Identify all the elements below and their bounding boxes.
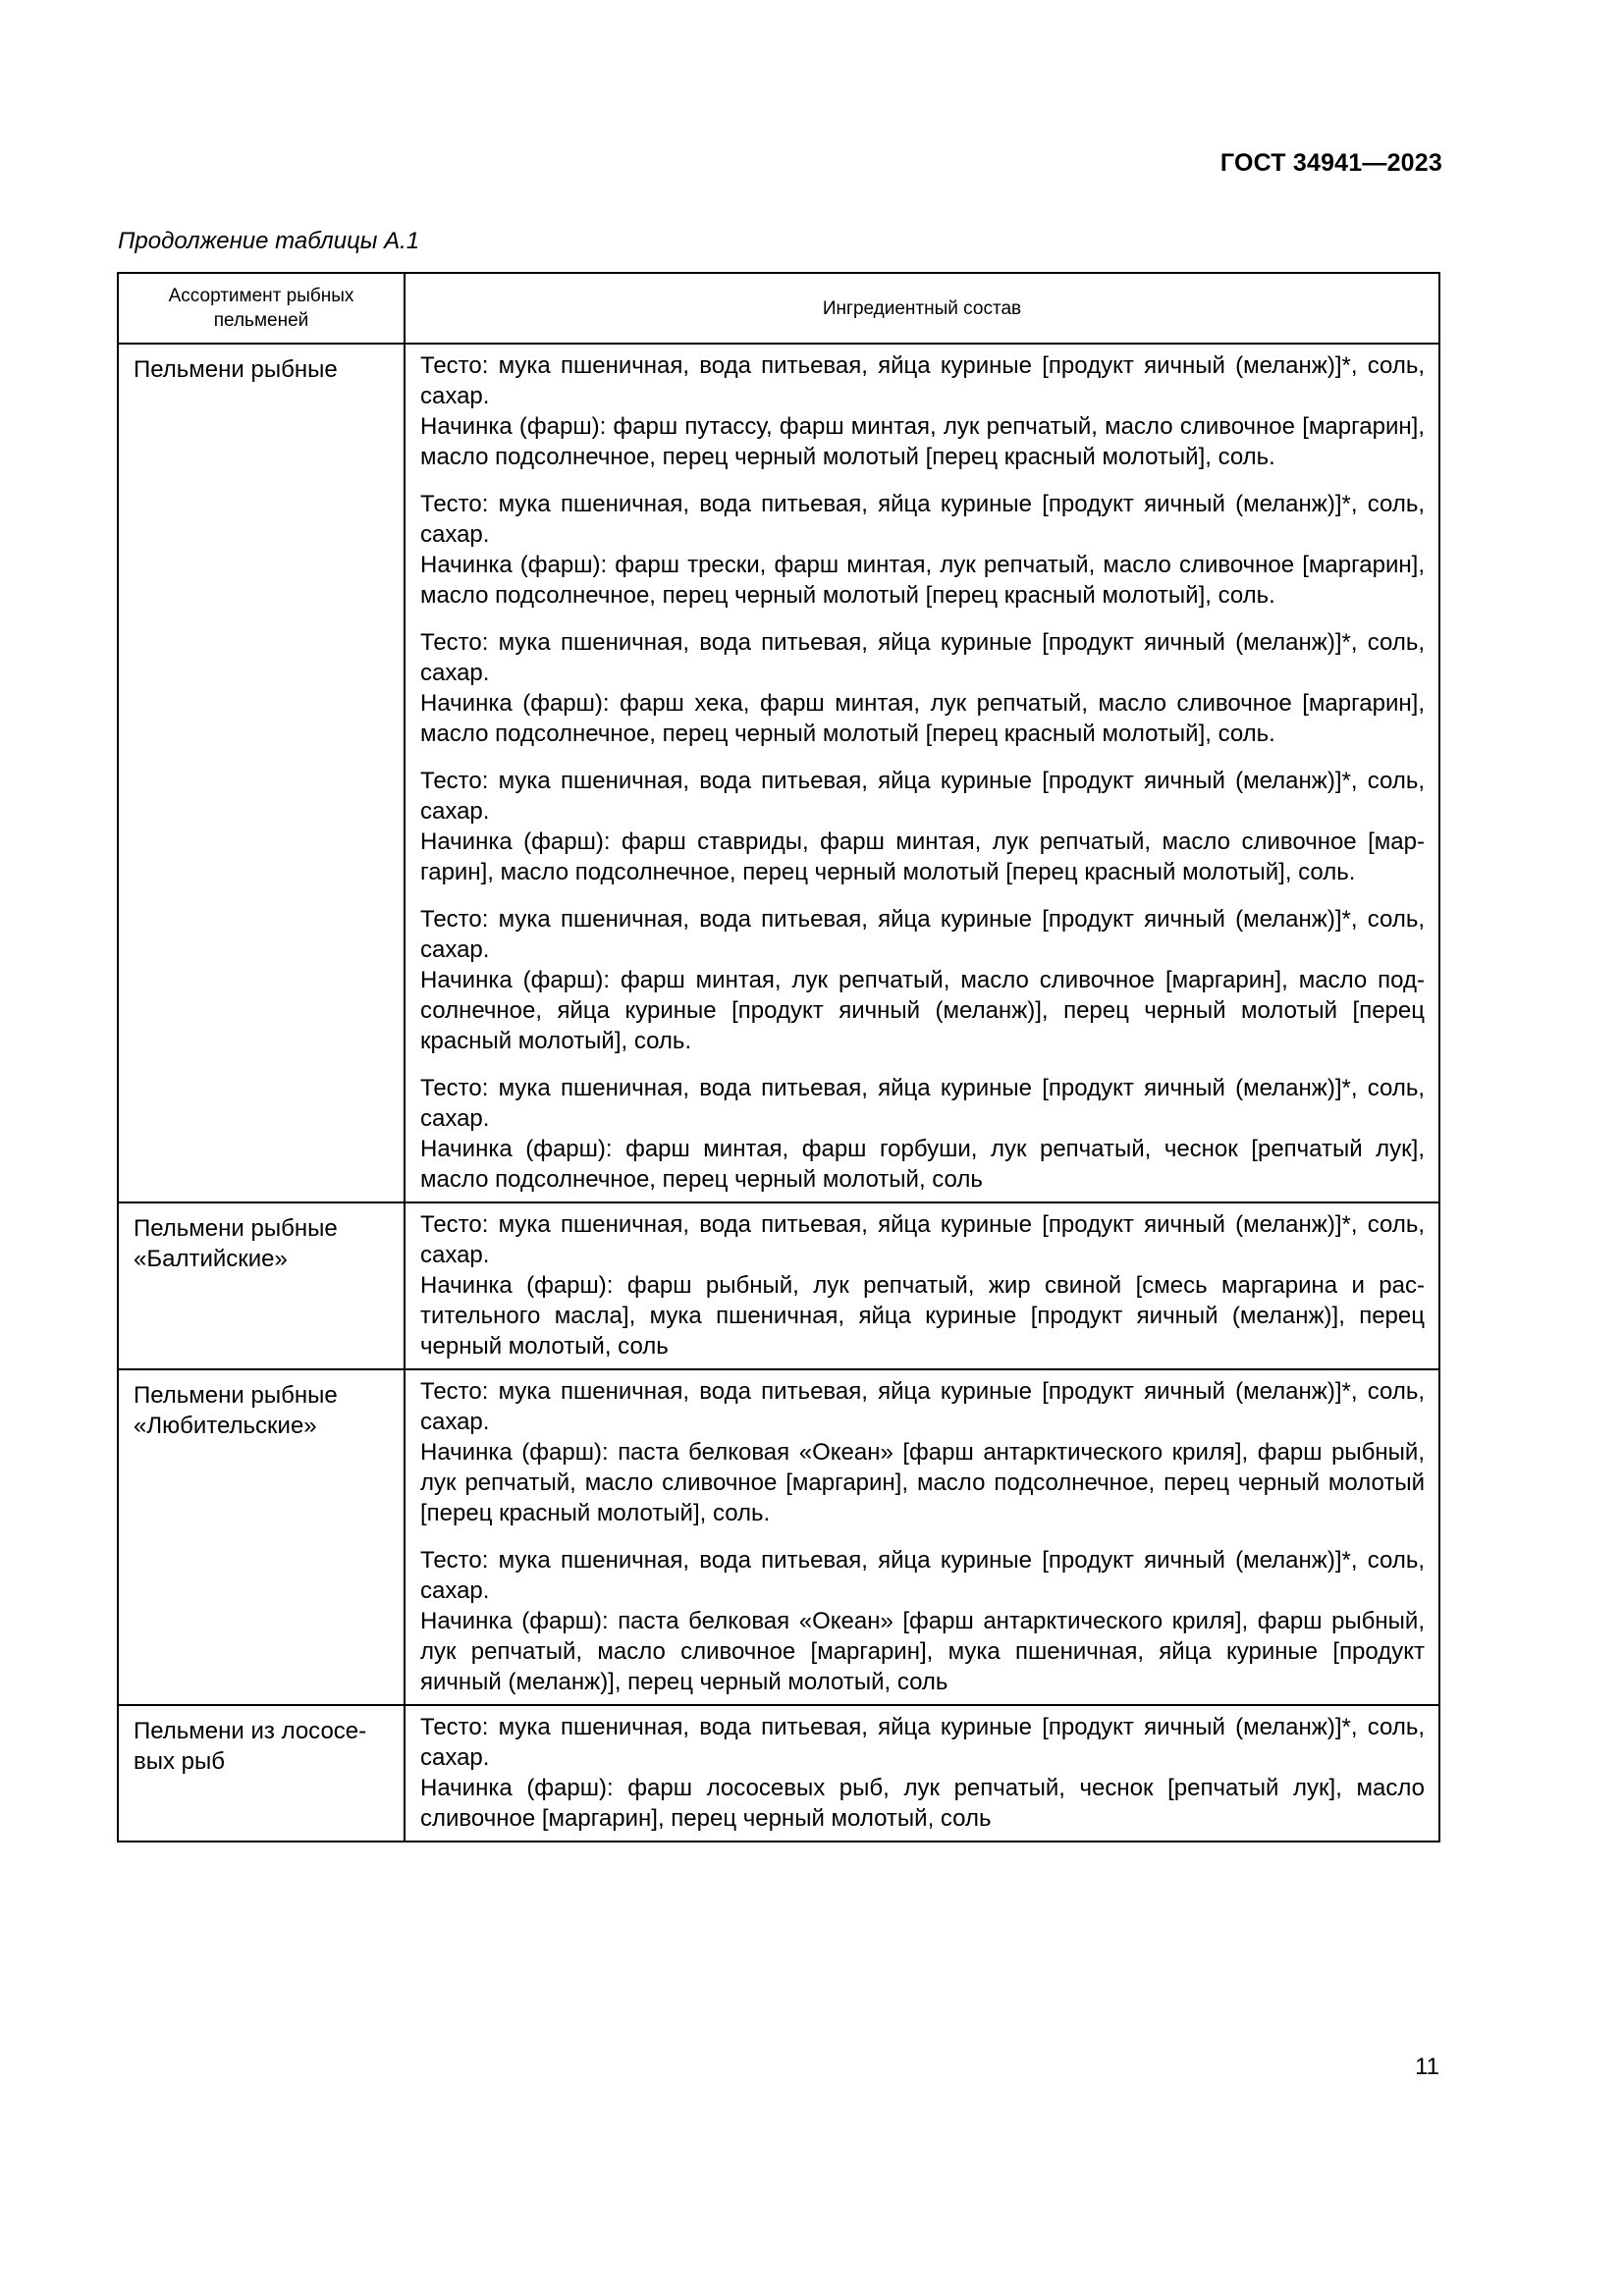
composition-cell xyxy=(405,1705,1439,1842)
dough-text: Тесто: мука пшеничная, вода питьевая, яйца куриные [продукт яичный (меланж)]*, соль, сахар. xyxy=(420,352,1425,409)
filling-text: Начинка (фарш): фарш путассу, фарш минтая, лук репчатый, масло сливочное [маргарин], масло подсолнечное, перец черный молотый [перец красный молотый], соль. xyxy=(420,413,1425,470)
column-header-assortment: Ассортимент рыбных пельменей xyxy=(118,273,405,344)
composition-entry xyxy=(420,489,1425,611)
composition-cell xyxy=(405,344,1439,1202)
table-header-row xyxy=(118,273,1439,344)
composition-entry xyxy=(420,350,1425,472)
composition-entry xyxy=(420,1712,1425,1834)
ingredients-table xyxy=(117,272,1440,1842)
column-header-composition: Ингредиентный состав xyxy=(405,273,1439,344)
composition-entry xyxy=(420,627,1425,749)
dough-text: Тесто: мука пшеничная, вода питьевая, яйца куриные [продукт яичный (меланж)]*, соль, сахар. xyxy=(420,629,1425,686)
composition-cell xyxy=(405,1369,1439,1705)
page-number: 11 xyxy=(1415,2054,1439,2080)
filling-text: Начинка (фарш): фарш минтая, лук репчатый, масло сливочное [маргарин], масло подсолнечное, яйца куриные [продукт яичный (меланж)], перец черный молотый [перец красный молотый], соль. xyxy=(420,967,1425,1054)
filling-text: Начинка (фарш): фарш рыбный, лук репчатый, жир свиной [смесь маргарина и растительного масла], мука пшеничная, яйца куриные [продукт яичный (меланж)], перец черный молотый, соль xyxy=(420,1272,1425,1360)
composition-entry xyxy=(420,904,1425,1056)
filling-text: Начинка (фарш): фарш лососевых рыб, лук репчатый, чеснок [репчатый лук], масло сливочное [маргарин], перец черный молотый, соль xyxy=(420,1775,1425,1832)
filling-text: Начинка (фарш): фарш ставриды, фарш минтая, лук репчатый, масло сливочное [маргарин], масло подсолнечное, перец черный молотый [перец красный молотый], соль. xyxy=(420,828,1425,885)
product-name: Пельмени из лососевых рыб xyxy=(118,1705,405,1842)
filling-text: Начинка (фарш): фарш хека, фарш минтая, лук репчатый, масло сливочное [маргарин], масло подсолнечное, перец черный молотый [перец красный молотый], соль. xyxy=(420,690,1425,747)
filling-text: Начинка (фарш): фарш трески, фарш минтая, лук репчатый, масло сливочное [маргарин], масло подсолнечное, перец черный молотый [перец красный молотый], соль. xyxy=(420,552,1425,609)
table-row xyxy=(118,1369,1439,1705)
table-row xyxy=(118,344,1439,1202)
dough-text: Тесто: мука пшеничная, вода питьевая, яйца куриные [продукт яичный (меланж)]*, соль, сахар. xyxy=(420,1547,1425,1604)
dough-text: Тесто: мука пшеничная, вода питьевая, яйца куриные [продукт яичный (меланж)]*, соль, сахар. xyxy=(420,906,1425,963)
composition-entry xyxy=(420,1545,1425,1697)
dough-text: Тесто: мука пшеничная, вода питьевая, яйца куриные [продукт яичный (меланж)]*, соль, сахар. xyxy=(420,1714,1425,1771)
composition-entry xyxy=(420,1376,1425,1528)
composition-entry xyxy=(420,1209,1425,1362)
product-name: Пельмени рыбные «Балтийские» xyxy=(118,1202,405,1369)
filling-text: Начинка (фарш): паста белковая «Океан» [фарш антарктического криля], фарш рыбный, лук репчатый, масло сливочное [маргарин], масло подсолнечное, перец черный молотый [перец красный молотый], соль. xyxy=(420,1439,1425,1526)
dough-text: Тесто: мука пшеничная, вода питьевая, яйца куриные [продукт яичный (меланж)]*, соль, сахар. xyxy=(420,768,1425,825)
composition-entry xyxy=(420,1073,1425,1195)
table-row xyxy=(118,1202,1439,1369)
product-name: Пельмени рыбные «Любительские» xyxy=(118,1369,405,1705)
dough-text: Тесто: мука пшеничная, вода питьевая, яйца куриные [продукт яичный (меланж)]*, соль, сахар. xyxy=(420,1075,1425,1132)
table-caption: Продолжение таблицы А.1 xyxy=(118,228,420,254)
dough-text: Тесто: мука пшеничная, вода питьевая, яйца куриные [продукт яичный (меланж)]*, соль, сахар. xyxy=(420,1211,1425,1268)
filling-text: Начинка (фарш): фарш минтая, фарш горбуши, лук репчатый, чеснок [репчатый лук], масло подсолнечное, перец черный молотый, соль xyxy=(420,1136,1425,1193)
table-row xyxy=(118,1705,1439,1842)
filling-text: Начинка (фарш): паста белковая «Океан» [фарш антарктического криля], фарш рыбный, лук репчатый, масло сливочное [маргарин], мука пшеничная, яйца куриные [продукт яичный (меланж)], перец черный молотый, соль xyxy=(420,1608,1425,1695)
dough-text: Тесто: мука пшеничная, вода питьевая, яйца куриные [продукт яичный (меланж)]*, соль, сахар. xyxy=(420,491,1425,548)
document-code: ГОСТ 34941—2023 xyxy=(1219,149,1442,177)
product-name: Пельмени рыбные xyxy=(118,344,405,1202)
composition-cell xyxy=(405,1202,1439,1369)
composition-entry xyxy=(420,766,1425,887)
dough-text: Тесто: мука пшеничная, вода питьевая, яйца куриные [продукт яичный (меланж)]*, соль, сахар. xyxy=(420,1378,1425,1435)
